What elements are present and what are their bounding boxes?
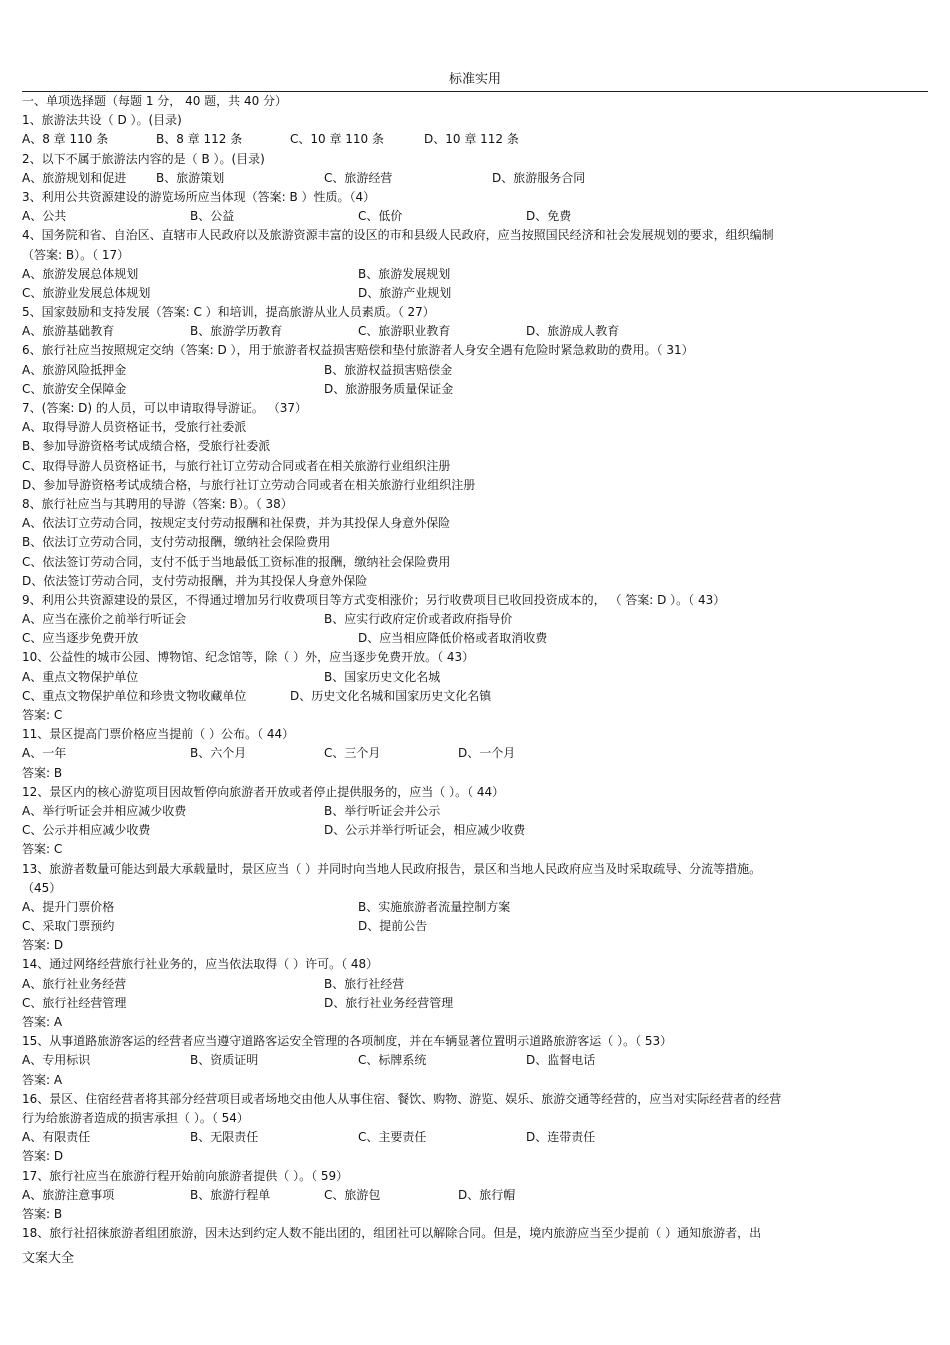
answer-options [22,994,928,1013]
text-line: 11、景区提高门票价格应当提前（ ）公布。（ 44） [22,727,295,742]
answer-option: B、旅游学历教育 [190,324,283,339]
answer-option: C、旅游业发展总体规划 [22,285,151,300]
text-line: 18、旅行社招徕旅游者组团旅游，因未达到约定人数不能出团的，组团社可以解除合同。但是，境内旅游应当至少提前（ ）通知旅游者，出 [22,1226,762,1241]
answer-option: D、旅游成人教育 [526,324,620,339]
answer-options [22,629,928,648]
text-line: B、依法订立劳动合同，支付劳动报酬，缴纳社会保险费用 [22,535,331,550]
answer-option: A、公共 [22,209,67,224]
answer-option: C、标牌系统 [358,1053,427,1068]
answer-options [22,265,928,284]
answer-option: C、旅游包 [324,1187,381,1202]
answer-option: B、旅游权益损害赔偿金 [324,362,453,377]
text-line: 4、国务院和省、自治区、直辖市人民政府以及旅游资源丰富的设区的市和县级人民政府，应当按照国民经济和社会发展规划的要求，组织编制 [22,228,774,243]
answer-option: B、资质证明 [190,1053,259,1068]
text-line: 10、公益性的城市公园、博物馆、纪念馆等，除（ ）外，应当逐步免费开放。（ 43） [22,650,475,665]
answer-option: A、一年 [22,746,67,761]
answer-option: D、旅游服务合同 [492,170,586,185]
answer-option: B、举行听证会并公示 [324,803,441,818]
text-line: 答案: D [22,938,64,953]
text-line: 答案: C [22,842,63,857]
answer-option: D、旅游产业规划 [358,285,452,300]
answer-options [22,668,928,687]
answer-option: B、实施旅游者流量控制方案 [358,899,511,914]
text-line: （45） [22,880,62,895]
text-line: 14、通过网络经营旅行社业务的，应当依法取得（ ）许可。（ 48） [22,957,379,972]
text-line: 17、旅行社应当在旅游行程开始前向旅游者提供（ ）。（ 59） [22,1168,349,1183]
answer-options [22,130,928,149]
answer-option: D、历史文化名城和国家历史文化名镇 [290,688,492,703]
answer-option: C、主要责任 [358,1130,427,1145]
answer-option: A、旅游规划和促进 [22,170,127,185]
answer-option: B、应实行政府定价或者政府指导价 [324,612,513,627]
answer-option: A、旅游注意事项 [22,1187,115,1202]
answer-options [22,687,928,706]
text-line: 3、利用公共资源建设的游览场所应当体现（答案: B ）性质。（4） [22,189,376,204]
text-line: A、依法订立劳动合同，按规定支付劳动报酬和社保费，并为其投保人身意外保险 [22,516,451,531]
answer-option: B、六个月 [190,746,247,761]
text-line: （答案: B）。（ 17） [22,247,130,262]
answer-option: D、提前公告 [358,919,428,934]
answer-option: B、旅游行程单 [190,1187,271,1202]
answer-options [22,610,928,629]
text-line: 5、国家鼓励和支持发展（答案: C ）和培训，提高旅游从业人员素质。（ 27） [22,305,435,320]
answer-option: A、有限责任 [22,1130,91,1145]
answer-option: B、旅游策划 [156,170,225,185]
answer-option: C、10 章 110 条 [290,132,384,147]
answer-option: B、旅行社经营 [324,976,405,991]
answer-option: D、应当相应降低价格或者取消收费 [358,631,548,646]
text-line: 16、景区、住宿经营者将其部分经营项目或者场地交由他人从事住宿、餐饮、购物、游览、娱乐、旅游交通等经营的，应当对实际经营者的经营 [22,1091,782,1106]
answer-option: B、公益 [190,209,235,224]
text-line: 9、利用公共资源建设的景区，不得通过增加另行收费项目等方式变相涨价；另行收费项目已收回投资成本的， （ 答案: D ）。（ 43） [22,592,726,607]
answer-option: A、提升门票价格 [22,899,115,914]
text-line: 答案: A [22,1015,63,1029]
text-line: 答案: D [22,1149,64,1164]
page-header: 标准实用 [448,72,501,87]
answer-option: A、应当在涨价之前举行听证会 [22,612,187,627]
text-line: C、取得导游人员资格证书，与旅行社订立劳动合同或者在相关旅游行业组织注册 [22,458,451,473]
text-line: D、参加导游资格考试成绩合格，与旅行社订立劳动合同或者在相关旅游行业组织注册 [22,477,476,492]
text-line: 行为给旅游者造成的损害承担（ ）。（ 54） [22,1110,249,1125]
text-line: B、参加导游资格考试成绩合格，受旅行社委派 [22,439,271,454]
text-line: 7、(答案: D) 的人员，可以申请取得导游证。 （37） [22,401,307,415]
answer-options [22,284,928,303]
answer-options [22,917,928,936]
answer-option: C、公示并相应减少收费 [22,823,151,838]
answer-option: D、连带责任 [526,1130,596,1145]
text-line: 1、旅游法共设（ D ）。(目录) [22,113,182,128]
answer-option: A、旅游基础教育 [22,324,115,339]
text-line: 8、旅行社应当与其聘用的导游（答案: B）。（ 38） [22,496,293,511]
answer-option: D、旅行社业务经营管理 [324,995,454,1010]
answer-options [22,898,928,917]
answer-option: C、旅游安全保障金 [22,381,127,396]
text-line: 13、旅游者数量可能达到最大承载量时，景区应当（ ）并同时向当地人民政府报告，景区和当地人民政府应当及时采取疏导、分流等措施。 [22,861,762,876]
document-body [22,92,928,1243]
answer-options [22,802,928,821]
text-line: 答案: B [22,765,63,780]
answer-options [22,169,928,188]
answer-option: C、采取门票预约 [22,919,115,934]
answer-option: D、公示并举行听证会，相应减少收费 [324,823,526,838]
text-line: 答案: B [22,1206,63,1221]
text-line: A、取得导游人员资格证书，受旅行社委派 [22,420,247,435]
answer-option: C、低价 [358,209,403,224]
text-line: 一、单项选择题（每题 1 分， 40 题，共 40 分） [22,94,288,108]
answer-options [22,1128,928,1147]
answer-option: D、监督电话 [526,1053,596,1068]
answer-option: D、旅游服务质量保证金 [324,381,454,396]
answer-option: A、重点文物保护单位 [22,669,139,684]
answer-option: A、8 章 110 条 [22,132,109,147]
text-line: 2、以下不属于旅游法内容的是（ B ）。(目录) [22,151,265,166]
text-line: D、依法签订劳动合同，支付劳动报酬，并为其投保人身意外保险 [22,573,368,588]
answer-option: B、无限责任 [190,1130,259,1145]
answer-option: A、旅行社业务经营 [22,976,127,991]
answer-option: A、举行听证会并相应减少收费 [22,803,187,818]
answer-options [22,1186,928,1205]
answer-option: D、一个月 [458,746,516,761]
text-line: 6、旅行社应当按照规定交纳（答案: D ），用于旅游者权益损害赔偿和垫付旅游者人身安全遇有危险时紧急救助的费用。（ 31） [22,343,694,358]
answer-option: C、旅游职业教育 [358,324,451,339]
answer-options [22,744,928,763]
text-line: C、依法签订劳动合同，支付不低于当地最低工资标准的报酬，缴纳社会保险费用 [22,554,451,569]
answer-option: C、旅行社经营管理 [22,995,127,1010]
answer-option: C、旅游经营 [324,170,393,185]
answer-options [22,821,928,840]
answer-option: D、免费 [526,209,572,224]
answer-options [22,322,928,341]
answer-option: A、旅游发展总体规划 [22,266,139,281]
answer-option: C、应当逐步免费开放 [22,631,139,646]
page-footer: 文案大全 [22,1251,75,1266]
text-line: 答案: A [22,1072,63,1087]
answer-option: D、10 章 112 条 [424,132,519,147]
answer-option: B、旅游发展规划 [358,266,451,281]
answer-options [22,1051,928,1070]
text-line: 12、景区内的核心游览项目因故暂停向旅游者开放或者停止提供服务的，应当（ ）。（ 44） [22,784,505,799]
answer-option: C、三个月 [324,746,381,761]
answer-option: C、重点文物保护单位和珍贵文物收藏单位 [22,688,247,703]
answer-option: A、专用标识 [22,1053,91,1068]
answer-option: B、8 章 112 条 [156,132,243,147]
text-line: 15、从事道路旅游客运的经营者应当遵守道路客运安全管理的各项制度，并在车辆显著位置明示道路旅游客运（ ）。（ 53） [22,1034,673,1049]
answer-option: A、旅游风险抵押金 [22,362,127,377]
answer-option: B、国家历史文化名城 [324,669,441,684]
answer-option: D、旅行帽 [458,1187,516,1202]
text-line: 答案: C [22,708,63,722]
answer-options [22,975,928,994]
answer-options [22,380,928,399]
answer-options [22,361,928,380]
answer-options [22,207,928,226]
